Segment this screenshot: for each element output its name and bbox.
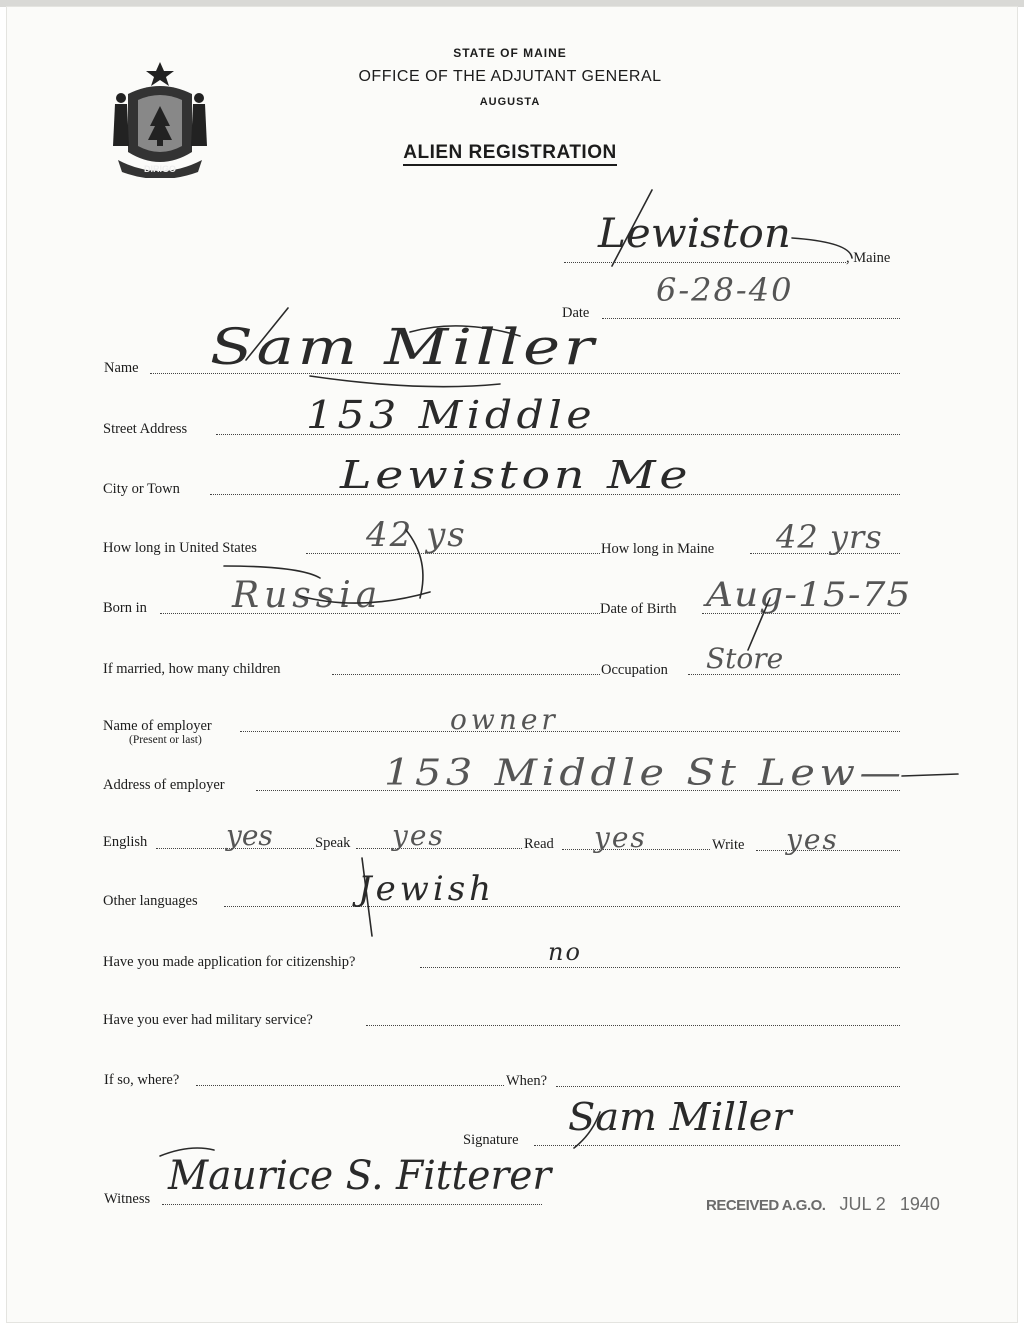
where-line [196, 1085, 504, 1086]
street-entry: 153 Middle [306, 393, 597, 437]
form-title: ALIEN REGISTRATION [330, 142, 690, 164]
employer-address-entry: 153 Middle St Lew— [384, 753, 906, 794]
place-line [564, 262, 846, 263]
dob-label: Date of Birth [600, 601, 677, 617]
military-line [366, 1025, 900, 1026]
street-label: Street Address [103, 421, 188, 437]
write-label: Write [712, 837, 745, 853]
header-office: OFFICE OF THE ADJUTANT GENERAL [358, 68, 662, 85]
children-line [332, 674, 600, 675]
name-label: Name [104, 360, 139, 376]
citizenship-label: Have you made application for citizenship? [103, 954, 356, 970]
read-label: Read [524, 836, 554, 852]
maine-state-seal [108, 60, 212, 178]
other-languages-line [224, 906, 900, 907]
english-entry: yes [226, 819, 273, 852]
employer-note: (Present or last) [129, 734, 202, 746]
svg-text:DIRIGO: DIRIGO [143, 164, 177, 174]
read-entry: yes [594, 821, 647, 854]
date-entry: 6-28-40 [656, 271, 794, 309]
employer-line [240, 731, 900, 732]
header-city: AUGUSTA [479, 96, 541, 108]
children-label: If married, how many children [103, 661, 281, 677]
born-in-entry: Russia [232, 575, 383, 616]
when-line [556, 1086, 900, 1087]
born-in-label: Born in [103, 600, 147, 616]
english-label: English [103, 834, 148, 850]
dob-entry: Aug-15-75 [706, 575, 912, 615]
speak-entry: yes [392, 819, 445, 852]
date-line [602, 318, 900, 319]
citizenship-line [420, 967, 900, 968]
citizenship-entry: no [548, 938, 582, 966]
city-entry: Lewiston Me [340, 453, 692, 497]
where-label: If so, where? [104, 1072, 180, 1088]
speak-label: Speak [315, 835, 351, 851]
witness-entry: Maurice S. Fitterer [168, 1153, 552, 1199]
name-entry: Sam Miller [210, 318, 598, 376]
how-long-us-entry: 42 ys [366, 515, 467, 555]
employer-label: Name of employer [103, 718, 212, 734]
city-label: City or Town [103, 481, 180, 497]
other-languages-label: Other languages [103, 893, 198, 909]
received-stamp: RECEIVED A.G.O. JUL 2 1940 [706, 1194, 940, 1214]
date-label: Date [562, 305, 590, 321]
place-entry: Lewiston [598, 211, 791, 257]
witness-label: Witness [104, 1191, 151, 1207]
signature-label: Signature [463, 1132, 519, 1148]
write-entry: yes [786, 823, 839, 856]
maine-label: , Maine [846, 250, 891, 266]
signature-entry: Sam Miller [568, 1095, 792, 1139]
employer-address-label: Address of employer [103, 777, 225, 793]
witness-line [162, 1204, 542, 1205]
other-languages-entry: Jewish [358, 869, 496, 909]
employer-entry: owner [450, 703, 559, 736]
how-long-maine-entry: 42 yrs [776, 518, 883, 556]
when-label: When? [506, 1073, 548, 1089]
signature-line [534, 1145, 900, 1146]
header-state: STATE OF MAINE [453, 46, 567, 60]
military-label: Have you ever had military service? [103, 1012, 313, 1028]
occupation-label: Occupation [601, 662, 668, 678]
occupation-entry: Store [706, 642, 784, 675]
how-long-us-label: How long in United States [103, 540, 257, 556]
how-long-maine-label: How long in Maine [601, 541, 715, 557]
